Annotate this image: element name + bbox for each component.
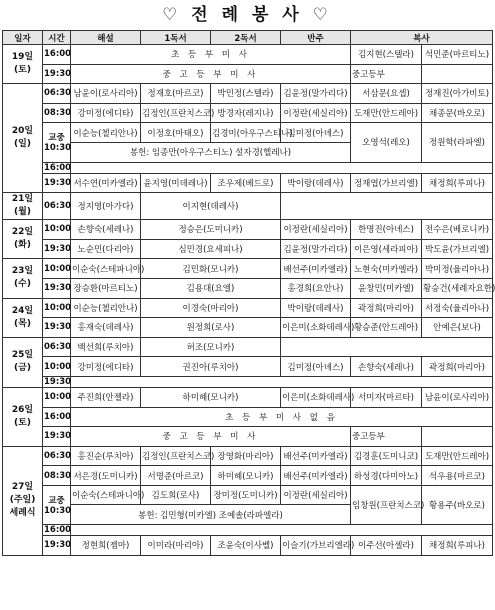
date-cell: 24일 (목): [3, 298, 43, 337]
schedule-table: [2, 30, 493, 556]
header-commentary: 해설: [71, 31, 141, 45]
table-row: 19:30 노순민(다리아) 심민경(요세피나) 김윤정(말가리다) 이은영(세라피아) 박도윤(가브리엘): [3, 239, 493, 259]
header-row: [3, 31, 493, 45]
table-row: 봉헌: 임종만(아우구스티노) 설자경(헬레나): [3, 142, 493, 162]
table-row: 24일 (목) 10:00 이순능(첼리안나) 이경숙(마리아) 박이랑(데레사) 곽정희(마리아) 서정숙(율리아나): [3, 298, 493, 318]
table-row: 23일 (수) 10:00 이순숙(스테파니아) 김민화(모니카) 배선주(미카엘라) 노현숙(미카엘라) 박미정(율리아나): [3, 259, 493, 279]
table-row: 27일 (주일) 세례식 06:30 홍진순(루치아) 김정인(프란치스코) 장영화(마리아) 배선주(미카엘라) 김경훈(도미니코) 도재만(안드레아): [3, 446, 493, 466]
table-row: 교중 10:30 이순능(첼리안나) 이정호(마태오) 김경미(아우구스티나) 김미정(아녜스) 오영석(레오) 정원학(라파엘): [3, 123, 493, 143]
header-accompaniment: 반주: [281, 31, 351, 45]
table-row: 08:30 강미정(에디타) 김정인(프란치스코) 방경자(레지나) 이정란(세실리아) 도재만(안드레아) 채종문(바오로): [3, 103, 493, 123]
table-row: 봉헌: 김민형(미카엘) 조예솔(라파엘라): [3, 505, 493, 525]
table-row: 20일 (일) 06:30 남윤이(로사리아) 정재호(마르코) 박민정(스텔라) 김윤정(말가리다) 서삼문(요셉) 정재진(아가비토): [3, 84, 493, 104]
table-row: 16:00: [3, 525, 493, 536]
date-cell: 21일 (월): [3, 193, 43, 220]
date-cell: 20일 (일): [3, 84, 43, 193]
table-row: 19:30: [3, 376, 493, 387]
table-row: 21일 (월) 06:30 정지영(아가다) 이지현(데레사): [3, 193, 493, 220]
table-row: 교중 10:30 이순숙(스테파니아) 김도희(로사) 장미정(도미니카) 이정란(세실리아) 임창원(프란치스코) 황용주(바오로): [3, 485, 493, 505]
table-row: 19:30 중 고 등 부 미 사 중고등부: [3, 427, 493, 447]
header-time: 시간: [43, 31, 71, 45]
table-row: 22일 (화) 10:00 손향숙(세레나) 정승은(도미니카) 이정란(세실리아) 한명진(아녜스) 전수은(베로니카): [3, 220, 493, 240]
table-row: 10:00 강미정(에디타) 권진아(루치아) 김미정(아녜스) 손향숙(세레나) 곽정희(마리아): [3, 357, 493, 377]
header-date: 일자: [3, 31, 43, 45]
table-row: 19:30 홍재숙(데레사) 원정희(로사) 이은미(소화데레사) 황승준(안드레아) 안예은(보나): [3, 318, 493, 338]
table-row: 19일 (토) 16:00 초 등 부 미 사 김지현(스텔라) 석민준(마르티노): [3, 45, 493, 65]
table-row: 16:00 초 등 부 미 사 없 음: [3, 407, 493, 427]
page-title: ♡ 전 례 봉 사 ♡: [162, 5, 332, 25]
date-cell: 26일 (토): [3, 387, 43, 446]
table-row: 19:30 중 고 등 부 미 사 중고등부: [3, 64, 493, 84]
date-cell: 25일 (금): [3, 337, 43, 387]
table-row: 19:30 서수연(미카엘라) 윤지영(미데레나) 조우제(베드로) 박이랑(데레사) 정재엽(가브리엘) 채정희(루피나): [3, 173, 493, 193]
date-cell: 19일 (토): [3, 45, 43, 84]
table-row: 08:30 서은경(도미니카) 서명준(마르코) 하미혜(모니카) 배선주(미카엘라) 하성경(다미아노) 석우용(마르코): [3, 466, 493, 486]
table-row: 19:30 정현희(젬마) 이미라(마리아) 조윤숙(이사벨) 이슬기(가브리엘라) 이주선(아셀라) 채정희(루피나): [3, 536, 493, 556]
date-cell: 27일 (주일) 세례식: [3, 446, 43, 555]
date-cell: 22일 (화): [3, 220, 43, 259]
date-cell: 23일 (수): [3, 259, 43, 298]
table-row: 19:30 장승환(마르티노) 김용대(요엘) 홍경희(요안나) 윤창민(미카엘) 황승건(세례자요한): [3, 278, 493, 298]
header-reading1: 1독서: [141, 31, 211, 45]
table-row: 16:00: [3, 162, 493, 173]
header-server: 복사: [351, 31, 493, 45]
table-row: 25일 (금) 06:30 백선희(루치아) 허조(모니카): [3, 337, 493, 357]
table-row: 26일 (토) 10:00 주진희(안젤라) 하미혜(모니카) 이은미(소화데레사) 서미자(마르타) 남윤이(로사리아): [3, 387, 493, 407]
header-reading2: 2독서: [211, 31, 281, 45]
